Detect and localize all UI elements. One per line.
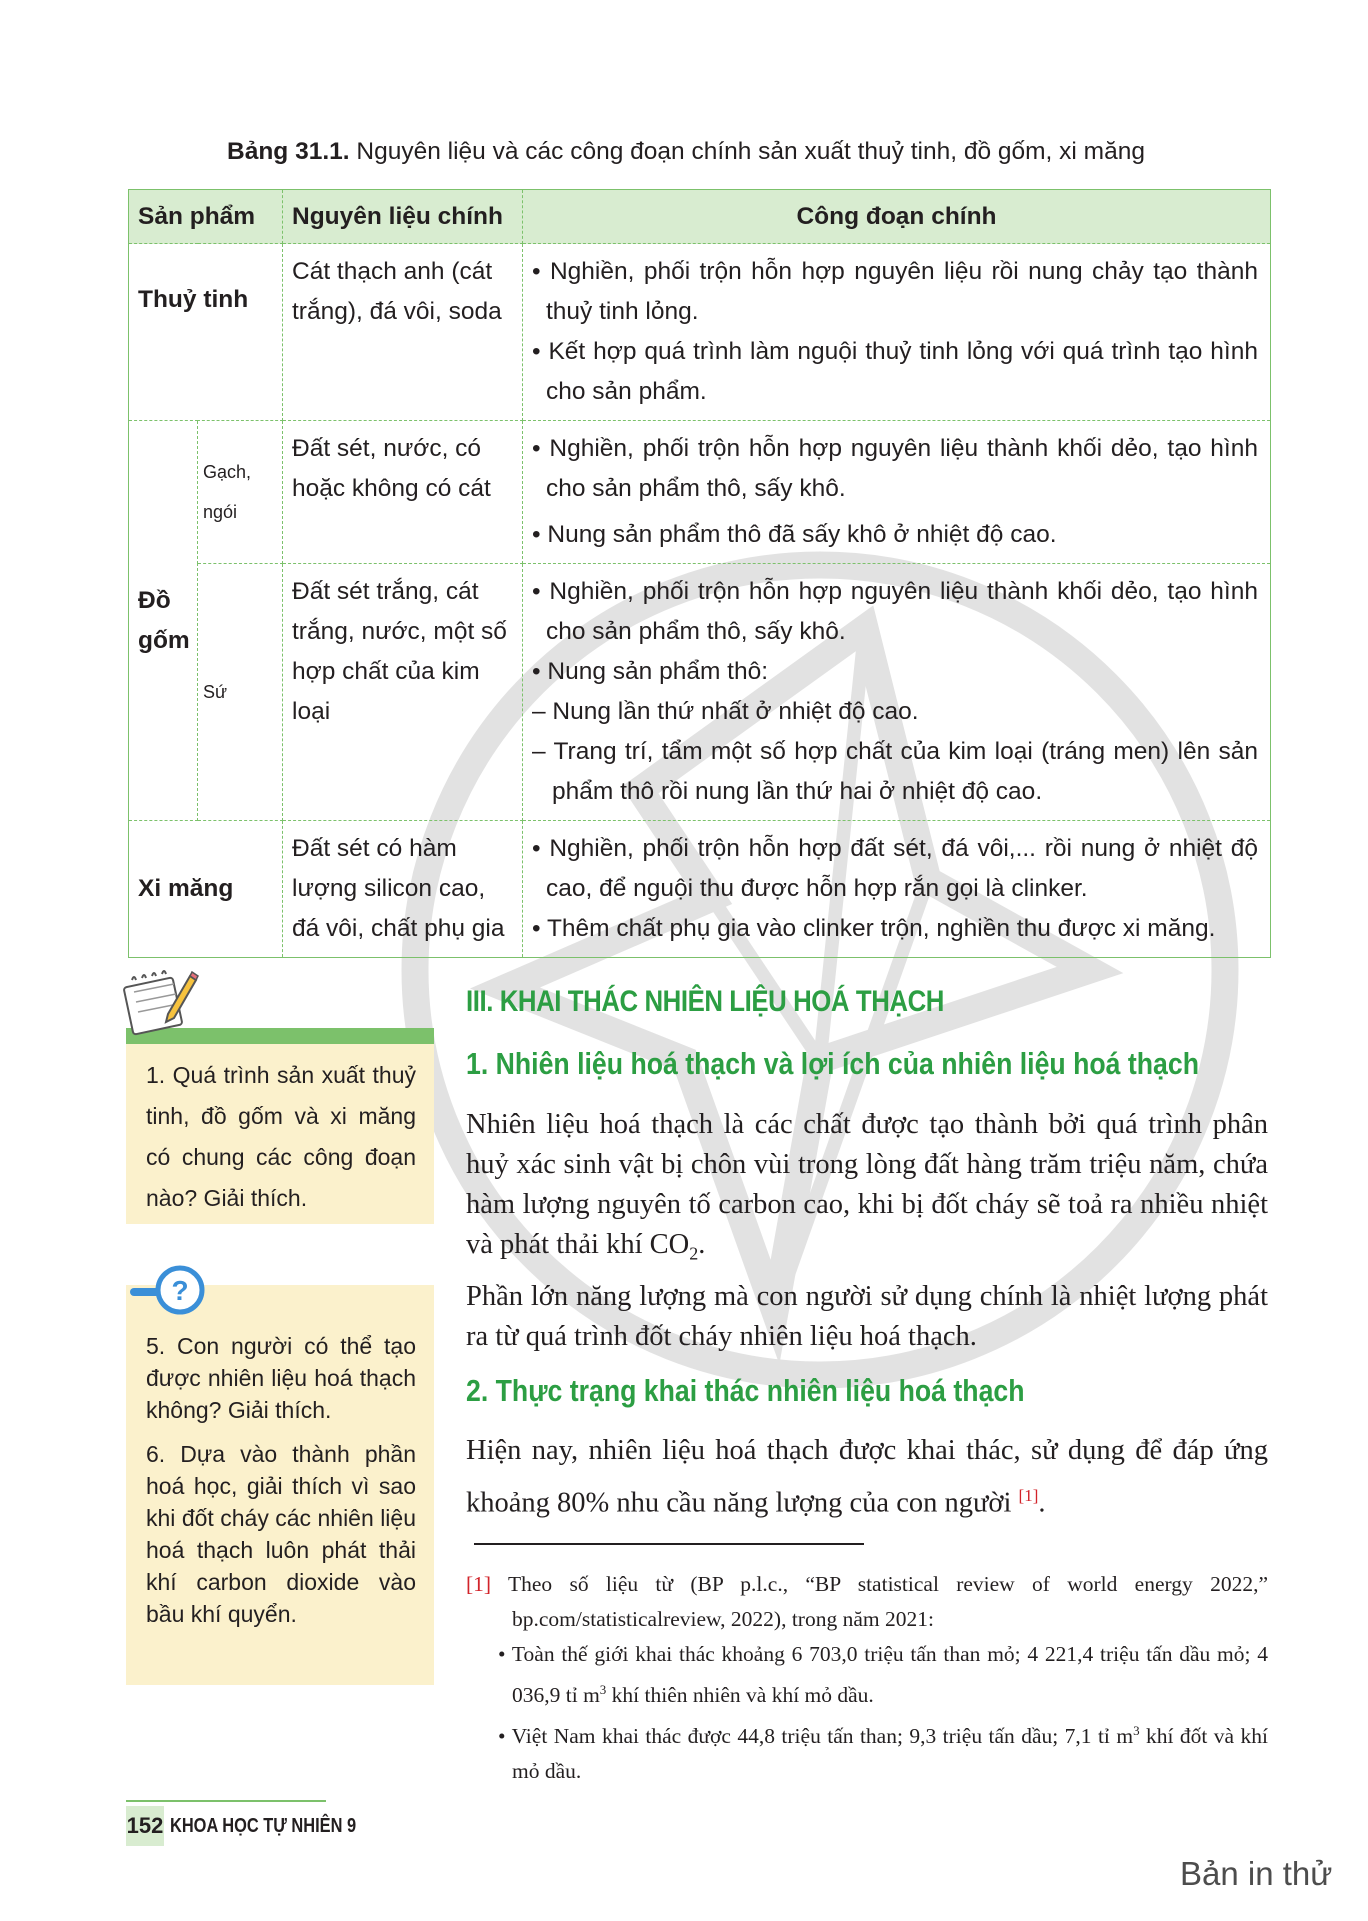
footnote: [1] Theo số liệu từ (BP p.l.c., “BP statistical review of world energy 2022,” bp.com/statisticalreview, 2022), trong năm 2021: • Toàn thế giới khai thác khoảng 6 703,0 triệu tấn than mỏ; 4 221,4 triệu tấn dầu mỏ; 4 036,9 tỉ $m^3$ khí thiên nhiên và khí mỏ dầu. • Việt Nam khai thác được 44,8 triệu tấn than; 9,3 triệu tấn dầu; 7,1 tỉ $m^3$ khí đốt và khí mỏ dầu. [466, 1572, 1268, 1784]
step-item: • Nghiền, phối trộn hỗn hợp nguyên liệu rồi nung chảy tạo thành thuỷ tinh lỏng. [532, 258, 1258, 325]
steps-porcelain [523, 564, 1271, 821]
questions-5-6 [146, 1330, 416, 1642]
table-row-porcelain [129, 564, 1271, 821]
paragraph-2: Phần lớn năng lượng mà con người sử dụng chính là nhiệt lượng phát ra từ quá trình đốt cháy nhiên liệu hoá thạch. [466, 1281, 1268, 1352]
footnote-ref[interactable]: [1] [1018, 1486, 1039, 1505]
question-6-text: 6. Dựa vào thành phần hoá học, giải thích vì sao khi đốt cháy các nhiên liệu hoá thạch luôn phát thải khí carbon dioxide vào bầu khí quyển. [146, 1441, 416, 1627]
header-materials: Nguyên liệu chính [283, 190, 523, 244]
subsection-2-title: 2. Thực trạng khai thác nhiên liệu hoá thạch [466, 1373, 1025, 1408]
product-ceramic: Đồ gốm [129, 421, 198, 821]
table-row-cement [129, 821, 1271, 958]
step-item: • Thêm chất phụ gia vào clinker trộn, nghiền thu được xi măng. [532, 915, 1216, 942]
section-title: III. KHAI THÁC NHIÊN LIỆU HOÁ THẠCH [466, 985, 945, 1018]
table-caption: Bảng 31.1. Nguyên liệu và các công đoạn chính sản xuất thuỷ tinh, đồ gốm, xi măng [227, 138, 1145, 165]
footnote-number: [1] [466, 1572, 492, 1596]
materials-porcelain: Đất sét trắng, cát trắng, nước, một số hợp chất của kim loại [283, 564, 523, 821]
materials-brick: Đất sét, nước, có hoặc không có cát [283, 421, 523, 564]
production-table [128, 189, 1271, 958]
header-steps: Công đoạn chính [523, 190, 1271, 244]
step-item: • Nghiền, phối trộn hỗn hợp nguyên liệu thành khối dẻo, tạo hình cho sản phẩm thô, sấy khô. [532, 435, 1258, 502]
step-item: • Nghiền, phối trộn hỗn hợp đất sét, đá vôi,... rồi nung ở nhiệt độ cao, để nguội thu được hỗn hợp rắn gọi là clinker. [532, 835, 1258, 902]
question-1-text: 1. Quá trình sản xuất thuỷ tinh, đồ gốm và xi măng có chung các công đoạn nào? Giải thích. [146, 1062, 416, 1211]
table-row-glass [129, 244, 1271, 421]
paragraph-1: Nhiên liệu hoá thạch là các chất được tạo thành bởi quá trình phân huỷ xác sinh vật bị chôn vùi trong lòng đất hàng trăm triệu năm, chứa hàm lượng nguyên tố carbon cao, khi bị đốt cháy sẽ toả ra nhiều nhiệt và phát thải khí $CO_2$. [466, 1109, 1268, 1264]
footnote-rule [474, 1543, 864, 1545]
footer-rule [126, 1800, 326, 1802]
book-title: KHOA HỌC TỰ NHIÊN 9 [170, 1815, 357, 1837]
print-proof-label: Bản in thử [1180, 1855, 1333, 1892]
question-magnifier-icon [128, 1260, 208, 1320]
materials-glass: Cát thạch anh (cát trắng), đá vôi, soda [283, 244, 523, 421]
table-header-row [129, 190, 1271, 244]
step-item: • Kết hợp quá trình làm nguội thuỷ tinh lỏng với quá trình tạo hình cho sản phẩm. [532, 338, 1258, 405]
steps-glass [523, 244, 1271, 421]
subproduct-porcelain: Sứ [198, 564, 283, 821]
product-glass: Thuỷ tinh [129, 244, 283, 421]
question-5-text: 5. Con người có thể tạo được nhiên liệu hoá thạch không? Giải thích. [146, 1333, 416, 1423]
product-cement: Xi măng [129, 821, 283, 958]
step-item: • Nung sản phẩm thô đã sấy khô ở nhiệt độ cao. [532, 521, 1057, 548]
steps-brick [523, 421, 1271, 564]
page-number: 152 [126, 1806, 164, 1846]
paragraph-3: Hiện nay, nhiên liệu hoá thạch được khai thác, sử dụng để đáp ứng khoảng 80% nhu cầu năng lượng của con người [1]. [466, 1435, 1268, 1519]
step-item: • Nung sản phẩm thô: [532, 658, 769, 685]
steps-cement [523, 821, 1271, 958]
substep-item: – Nung lần thứ nhất ở nhiệt độ cao. [532, 698, 919, 725]
materials-cement: Đất sét có hàm lượng silicon cao, đá vôi, chất phụ gia [283, 821, 523, 958]
subsection-1-title: 1. Nhiên liệu hoá thạch và lợi ích của nhiên liệu hoá thạch [466, 1046, 1200, 1081]
substep-item: – Trang trí, tẩm một số hợp chất của kim loại (tráng men) lên sản phẩm thô rồi nung lần thứ hai ở nhiệt độ cao. [532, 738, 1258, 805]
subproduct-brick: Gạch, ngói [198, 421, 283, 564]
header-product: Sản phẩm [129, 190, 283, 244]
svg-text:?: ? [171, 1275, 189, 1306]
step-item: • Nghiền, phối trộn hỗn hợp nguyên liệu thành khối dẻo, tạo hình cho sản phẩm thô, sấy khô. [532, 578, 1258, 645]
notepad-pencil-icon [120, 968, 200, 1040]
table-row-brick [129, 421, 1271, 564]
